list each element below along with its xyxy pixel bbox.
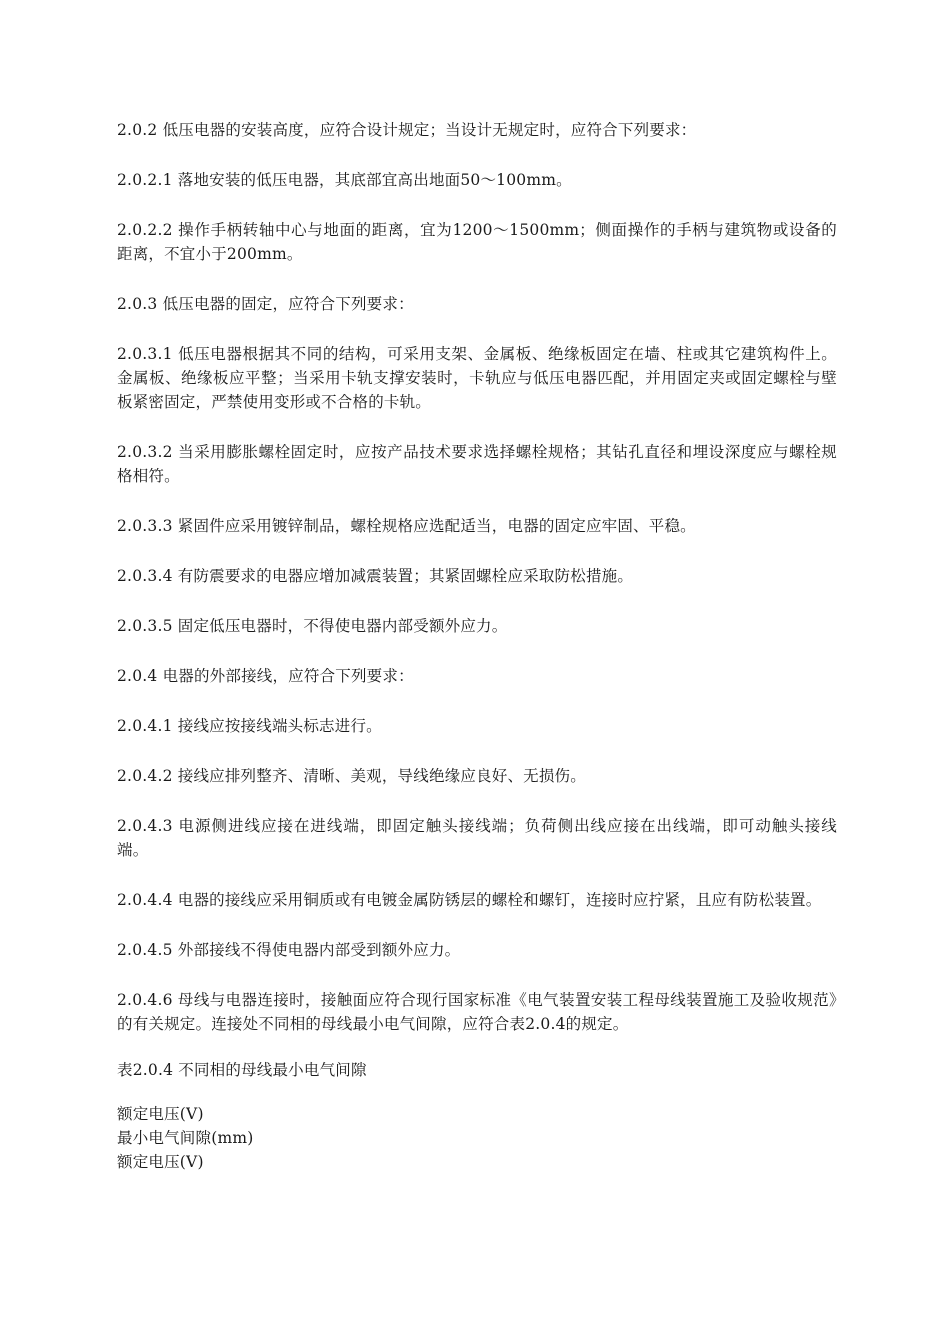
clause-2-0-3-4: 2.0.3.4 有防震要求的电器应增加减震装置；其紧固螺栓应采取防松措施。 [117,567,634,585]
document-body [117,118,837,1174]
clause-2-0-3-2: 2.0.3.2 当采用膨胀螺栓固定时，应按产品技术要求选择螺栓规格；其钻孔直径和埋设深度应与螺栓规格相符。 [117,443,837,485]
clause-2-0-4-2: 2.0.4.2 接线应排列整齐、清晰、美观，导线绝缘应良好、无损伤。 [117,767,586,785]
table-cell-rated-voltage: 额定电压(V) [117,1105,204,1123]
clause-2-0-4-3: 2.0.4.3 电源侧进线应接在进线端，即固定触头接线端；负荷侧出线应接在出线端，即可动触头接线端。 [117,817,837,859]
table-caption: 表2.0.4 不同相的母线最小电气间隙 [117,1061,367,1079]
clause-2-0-3-3: 2.0.3.3 紧固件应采用镀锌制品，螺栓规格应选配适当，电器的固定应牢固、平稳。 [117,517,696,535]
clause-2-0-2-2: 2.0.2.2 操作手柄转轴中心与地面的距离，宜为1200～1500mm；侧面操作的手柄与建筑物或设备的距离，不宜小于200mm。 [117,221,837,263]
clause-2-0-4-6: 2.0.4.6 母线与电器连接时，接触面应符合现行国家标准《电气装置安装工程母线装置施工及验收规范》的有关规定。连接处不同相的母线最小电气间隙，应符合表2.0.4的规定。 [117,991,837,1033]
clause-2-0-4-5: 2.0.4.5 外部接线不得使电器内部受到额外应力。 [117,941,461,959]
table-content [117,1102,837,1174]
clause-2-0-3: 2.0.3 低压电器的固定，应符合下列要求： [117,295,414,313]
clause-2-0-3-1: 2.0.3.1 低压电器根据其不同的结构，可采用支架、金属板、绝缘板固定在墙、柱或其它建筑构件上。金属板、绝缘板应平整；当采用卡轨支撑安装时，卡轨应与低压电器匹配，并用固定夹或固定螺栓与壁板紧密固定，严禁使用变形或不合格的卡轨。 [117,345,837,411]
clause-2-0-2-1: 2.0.2.1 落地安装的低压电器，其底部宜高出地面50～100mm。 [117,171,572,189]
clause-2-0-2: 2.0.2 低压电器的安装高度，应符合设计规定；当设计无规定时，应符合下列要求： [117,121,697,139]
table-cell-min-clearance: 最小电气间隙(mm) [117,1129,254,1147]
clause-2-0-4: 2.0.4 电器的外部接线，应符合下列要求： [117,667,414,685]
clause-2-0-3-5: 2.0.3.5 固定低压电器时，不得使电器内部受额外应力。 [117,617,508,635]
clause-2-0-4-4: 2.0.4.4 电器的接线应采用铜质或有电镀金属防锈层的螺栓和螺钉，连接时应拧紧，且应有防松装置。 [117,891,822,909]
table-cell-rated-voltage-2: 额定电压(V) [117,1153,204,1171]
clause-2-0-4-1: 2.0.4.1 接线应按接线端头标志进行。 [117,717,382,735]
